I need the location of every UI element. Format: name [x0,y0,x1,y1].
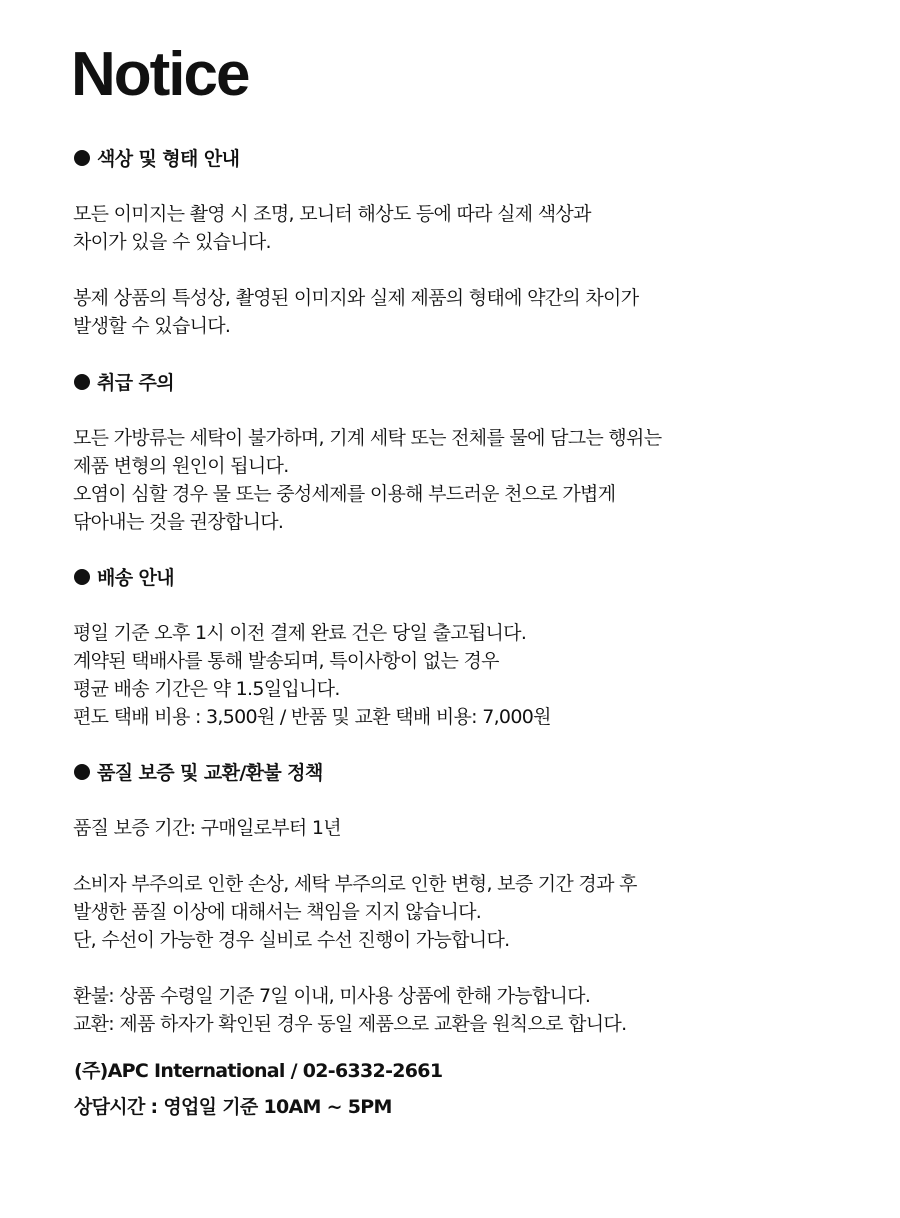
section-heading-shipping [74,564,174,592]
company-contact: (주)APC International / 02-6332-2661 [74,1060,443,1082]
bullet-icon [74,374,90,390]
section-heading-warranty [74,759,323,787]
body-text-line: 차이가 있을 수 있습니다. [73,231,271,253]
body-text-line: 품질 보증 기간: 구매일로부터 1년 [73,817,341,839]
bullet-icon [74,150,90,166]
body-text-line: 모든 이미지는 촬영 시 조명, 모니터 해상도 등에 따라 실제 색상과 [73,203,591,225]
body-text-line: 닦아내는 것을 권장합니다. [73,511,284,533]
body-text-line: 단, 수선이 가능한 경우 실비로 수선 진행이 가능합니다. [73,929,510,951]
body-text-line: 환불: 상품 수령일 기준 7일 이내, 미사용 상품에 한해 가능합니다. [73,985,591,1007]
page-title: Notice [71,40,249,109]
body-text-line: 오염이 심할 경우 물 또는 중성세제를 이용해 부드러운 천으로 가볍게 [73,483,616,505]
bullet-icon [74,764,90,780]
body-text-line: 모든 가방류는 세탁이 불가하며, 기계 세탁 또는 전체를 물에 담그는 행위는 [73,427,662,449]
body-text-line: 제품 변형의 원인이 됩니다. [73,455,289,477]
section-heading-text: 취급 주의 [97,372,175,394]
section-heading-color-shape [74,145,239,173]
body-text-line: 편도 택배 비용 : 3,500원 / 반품 및 교환 택배 비용: 7,000원 [73,706,551,728]
consultation-hours: 상담시간 : 영업일 기준 10AM ~ 5PM [74,1096,392,1118]
section-heading-handling [74,369,174,397]
section-heading-text: 품질 보증 및 교환/환불 정책 [97,762,323,784]
body-text-line: 교환: 제품 하자가 확인된 경우 동일 제품으로 교환을 원칙으로 합니다. [73,1013,627,1035]
body-text-line: 평균 배송 기간은 약 1.5일입니다. [73,678,340,700]
body-text-line: 소비자 부주의로 인한 손상, 세탁 부주의로 인한 변형, 보증 기간 경과 후 [73,873,637,895]
body-text-line: 발생한 품질 이상에 대해서는 책임을 지지 않습니다. [73,901,482,923]
body-text-line: 계약된 택배사를 통해 발송되며, 특이사항이 없는 경우 [73,650,499,672]
section-heading-text: 배송 안내 [97,567,175,589]
body-text-line: 평일 기준 오후 1시 이전 결제 완료 건은 당일 출고됩니다. [73,622,527,644]
body-text-line: 봉제 상품의 특성상, 촬영된 이미지와 실제 제품의 형태에 약간의 차이가 [73,287,639,309]
body-text-line: 발생할 수 있습니다. [73,315,231,337]
section-heading-text: 색상 및 형태 안내 [97,148,240,170]
bullet-icon [74,569,90,585]
